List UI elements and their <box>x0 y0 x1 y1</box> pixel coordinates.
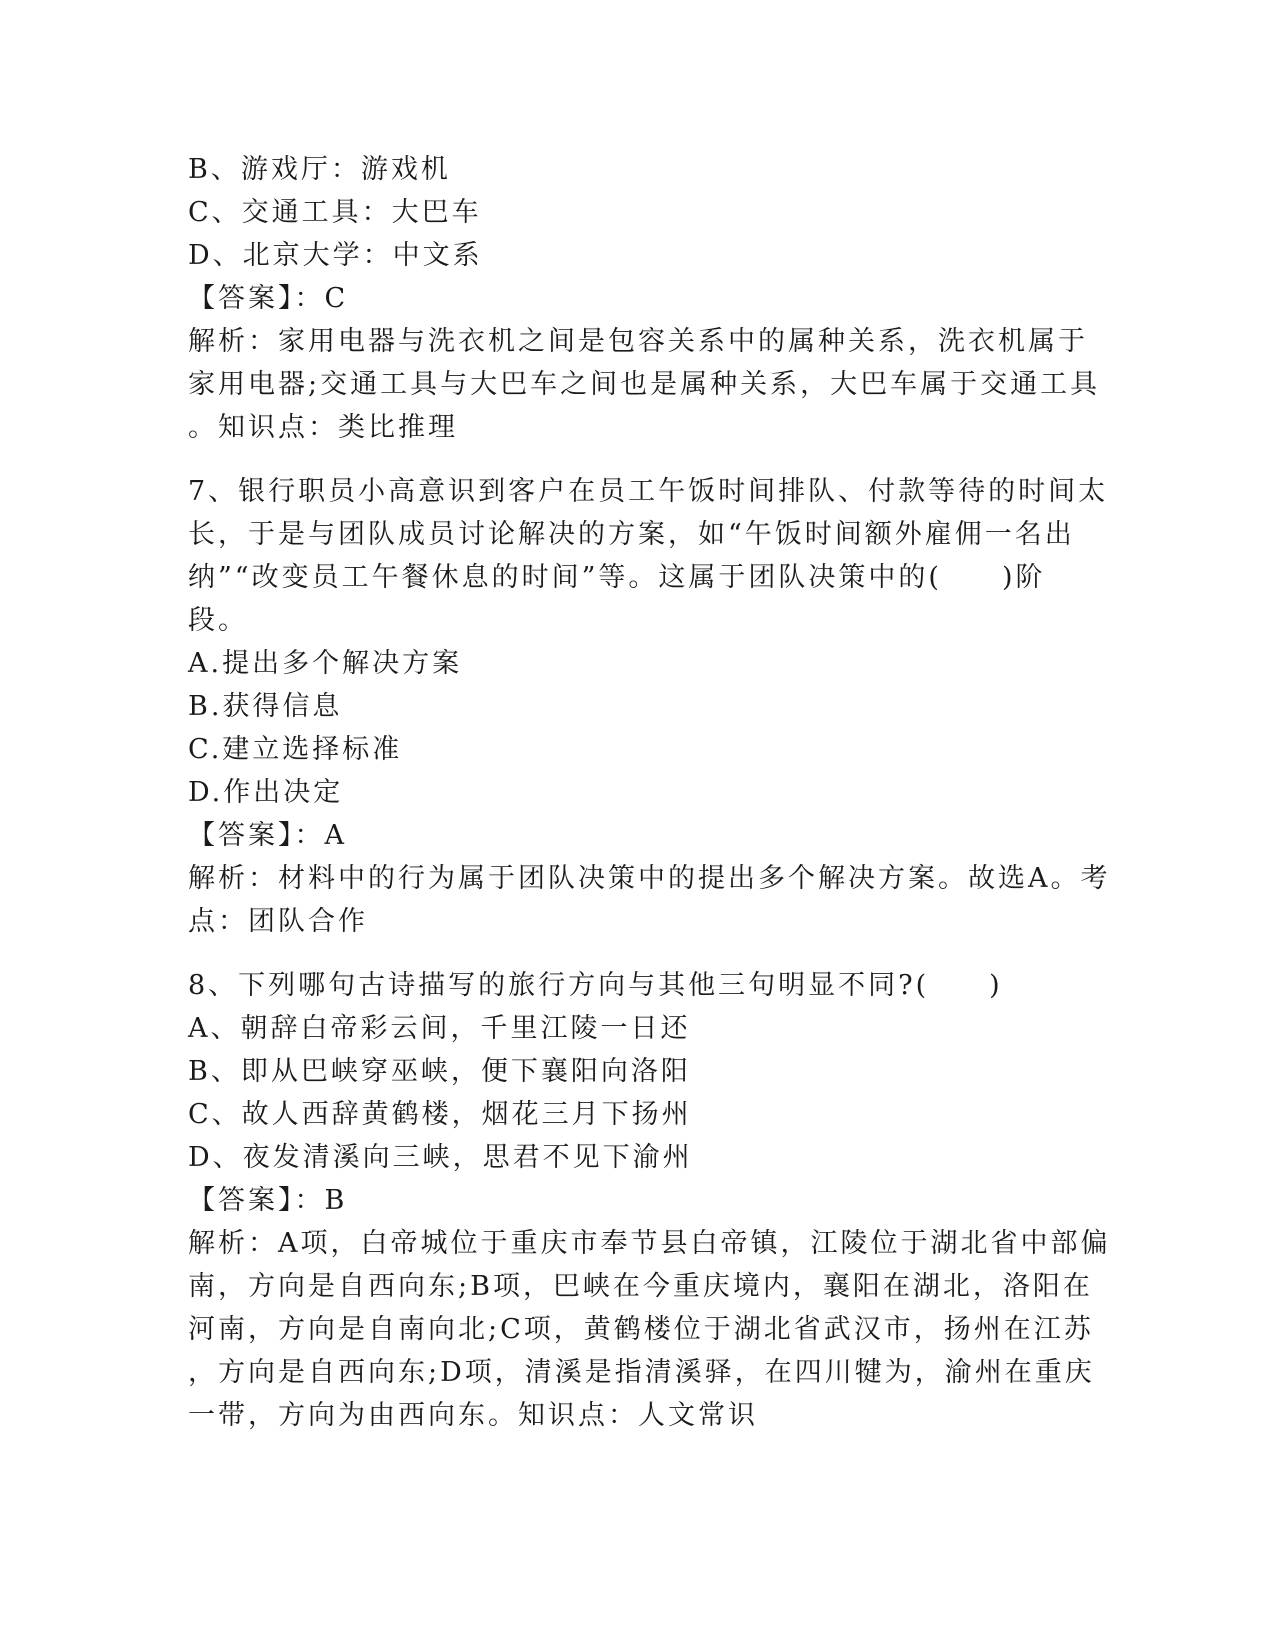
q8-analysis-line-1: 解析：A项，白帝城位于重庆市奉节县白帝镇，江陵位于湖北省中部偏 <box>188 1228 1111 1259</box>
q6-option-d: D、北京大学：中文系 <box>188 240 483 271</box>
q7-answer: 【答案】：A <box>188 820 347 851</box>
q6-analysis-line-1: 解析：家用电器与洗衣机之间是包容关系中的属种关系，洗衣机属于 <box>188 326 1088 357</box>
q7-analysis-line-2: 点：团队合作 <box>188 906 368 937</box>
question-8-block <box>188 964 1111 1437</box>
spacer <box>188 449 1068 470</box>
spacer <box>188 943 1068 964</box>
q8-analysis-line-3: 河南，方向是自南向北;C项，黄鹤楼位于湖北省武汉市，扬州在江苏 <box>188 1314 1094 1345</box>
q6-option-b: B、游戏厅：游戏机 <box>188 154 451 185</box>
q8-answer: 【答案】：B <box>188 1185 348 1216</box>
q6-answer: 【答案】：C <box>188 283 349 314</box>
q7-option-d: D.作出决定 <box>188 777 344 808</box>
q7-option-a: A.提出多个解决方案 <box>188 648 463 679</box>
q6-option-c: C、交通工具：大巴车 <box>188 197 482 228</box>
q8-option-c: C、故人西辞黄鹤楼，烟花三月下扬州 <box>188 1099 692 1130</box>
q8-option-a: A、朝辞白帝彩云间，千里江陵一日还 <box>188 1013 691 1044</box>
q7-option-b: B.获得信息 <box>188 691 343 722</box>
q8-option-d: D、夜发清溪向三峡，思君不见下渝州 <box>188 1142 693 1173</box>
q8-option-b: B、即从巴峡穿巫峡，便下襄阳向洛阳 <box>188 1056 691 1087</box>
q8-analysis-line-5: 一带，方向为由西向东。知识点：人文常识 <box>188 1400 758 1431</box>
q7-analysis-line-1: 解析：材料中的行为属于团队决策中的提出多个解决方案。故选A。考 <box>188 863 1111 894</box>
q8-question: 8、下列哪句古诗描写的旅行方向与其他三句明显不同?( ) <box>188 970 1003 1001</box>
q6-analysis-line-3: 。知识点：类比推理 <box>188 412 458 443</box>
page-content <box>188 148 1111 1437</box>
q7-question-line-2: 长，于是与团队成员讨论解决的方案，如“午饭时间额外雇佣一名出 <box>188 519 1075 550</box>
q7-option-c: C.建立选择标准 <box>188 734 403 765</box>
q6-analysis-line-2: 家用电器;交通工具与大巴车之间也是属种关系，大巴车属于交通工具 <box>188 369 1101 400</box>
q7-question-line-3: 纳”“改变员工午餐休息的时间”等。这属于团队决策中的( )阶 <box>188 562 1046 593</box>
question-6-block <box>188 148 1101 449</box>
q7-question-line-1: 7、银行职员小高意识到客户在员工午饭时间排队、付款等待的时间太 <box>188 476 1109 507</box>
question-7-block <box>188 470 1111 943</box>
q7-question-line-4: 段。 <box>188 605 248 636</box>
q8-analysis-line-4: ，方向是自西向东;D项，清溪是指清溪驿，在四川犍为，渝州在重庆 <box>188 1357 1095 1388</box>
q8-analysis-line-2: 南，方向是自西向东;B项，巴峡在今重庆境内，襄阳在湖北，洛阳在 <box>188 1271 1093 1302</box>
